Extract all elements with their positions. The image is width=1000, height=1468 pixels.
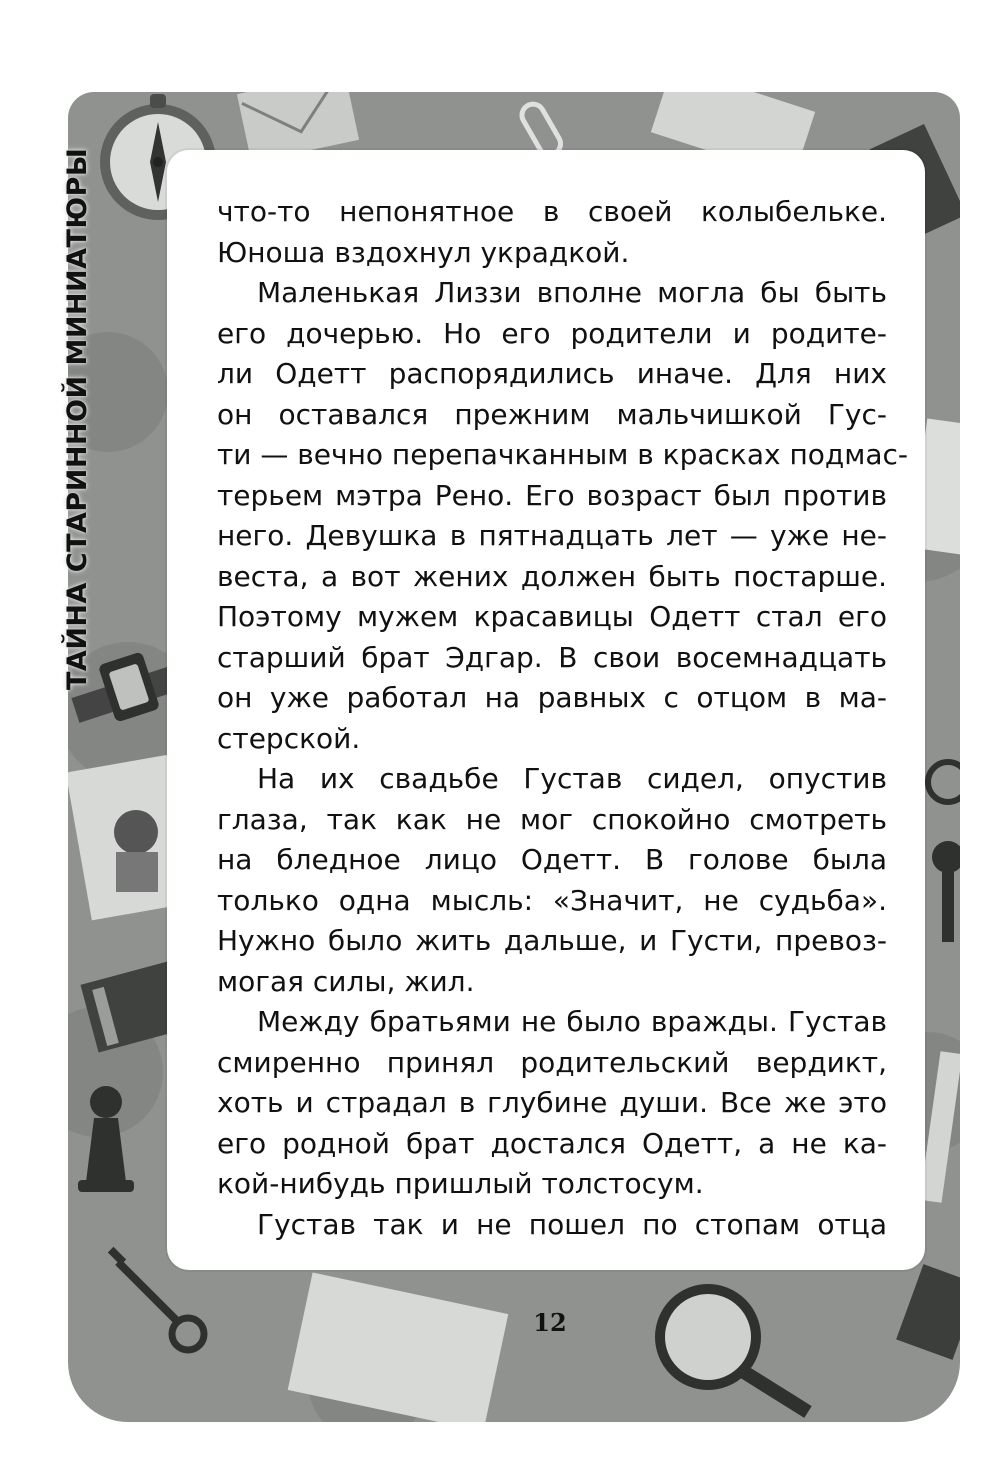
text-line: Юноша вздохнул украдкой.: [217, 235, 630, 269]
page-number: 12: [533, 1308, 567, 1337]
text-line: ти — вечно перепачканным в красках подмас-: [217, 438, 909, 471]
text-line: веста, а вот жених должен быть постарше.: [217, 559, 887, 593]
text-line: его дочерью. Но его родители и родите-: [217, 316, 887, 350]
text-line: хоть и страдал в глубине души. Все же это: [217, 1086, 887, 1119]
text-line: него. Девушка в пятнадцать лет — уже не-: [217, 519, 887, 552]
text-line: глаза, так как не мог спокойно смотреть: [217, 802, 887, 836]
text-line: старший брат Эдгар. В свои восемнадцать: [217, 640, 887, 674]
text-line: Между братьями не было вражды. Густав: [257, 1005, 887, 1038]
text-line: стерской.: [217, 721, 361, 755]
magnifier-icon: [660, 1289, 808, 1412]
text-line: терьем мэтра Рено. Его возраст был против: [217, 478, 887, 512]
text-line: Густав так и не пошел по стопам отца: [257, 1207, 887, 1241]
text-line: смиренно принял родительский вердикт,: [217, 1045, 887, 1079]
text-line: он оставался прежним мальчишкой Гус-: [217, 397, 887, 431]
key-icon: [928, 762, 960, 942]
text-line: Поэтому мужем красавицы Одетт стал его: [217, 600, 887, 633]
text-line: могая силы, жил.: [217, 964, 475, 998]
text-line: ли Одетт распорядились иначе. Для них: [217, 357, 887, 390]
text-line: кой-нибудь пришлый толстосум.: [217, 1167, 704, 1200]
text-line: что-то непонятное в своей колыбельке.: [217, 195, 887, 228]
text-line: его родной брат достался Одетт, а не ка-: [217, 1126, 887, 1160]
text-line: Нужно было жить дальше, и Густи, превоз-: [217, 924, 887, 957]
text-line: только одна мысль: «Значит, не судьба».: [217, 883, 887, 917]
text-line: На их свадьбе Густав сидел, опустив: [257, 762, 887, 795]
text-line: на бледное лицо Одетт. В голове была: [217, 843, 887, 876]
series-title: ТАЙНА СТАРИННОЙ МИНИАТЮРЫ: [62, 147, 93, 690]
text-line: он уже работал на равных с отцом в ма-: [217, 681, 887, 714]
text-line: Маленькая Лиззи вполне могла бы быть: [257, 276, 887, 309]
body-text: [217, 192, 909, 1245]
